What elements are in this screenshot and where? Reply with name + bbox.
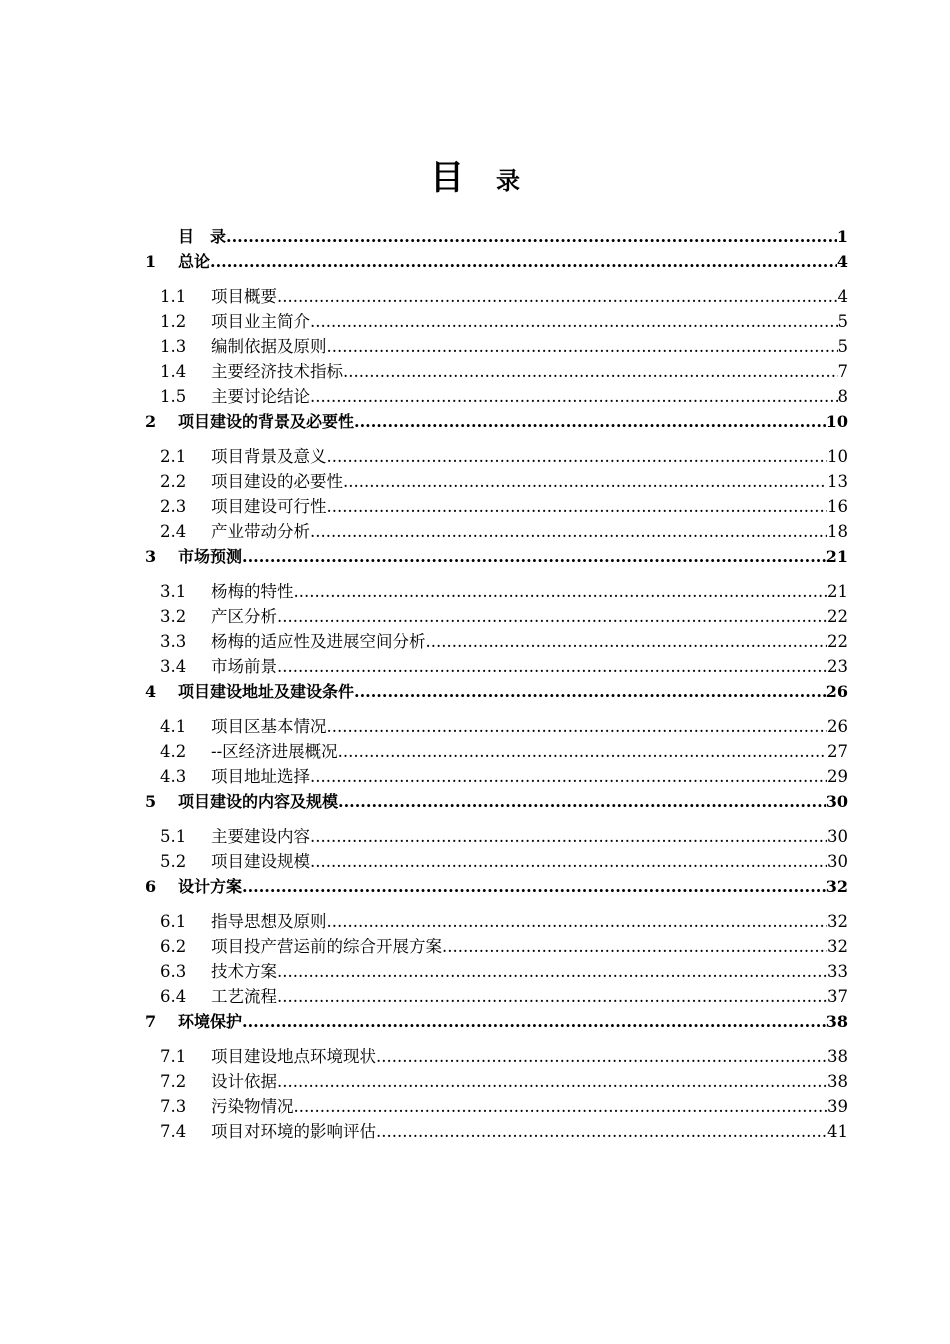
toc-dot-leader [354,409,826,434]
toc-subsection-entry[interactable] [145,469,848,494]
toc-page: 5 [837,337,848,356]
toc-page: 4 [836,252,848,271]
toc-section [145,544,848,679]
toc-subsection-entry[interactable] [145,309,848,334]
toc-label: 项目建设可行性 [211,497,327,516]
toc-page: 29 [827,767,848,786]
toc-dot-leader [343,359,838,384]
toc-dot-leader [426,629,828,654]
toc-dot-leader [310,384,838,409]
toc-page: 26 [827,717,848,736]
toc-page: 33 [827,962,848,981]
toc-num: 6.4 [160,987,187,1006]
toc-num: 1.4 [160,362,187,381]
toc-num: 5.1 [160,827,187,846]
toc-label: 项目业主简介 [211,312,310,331]
toc-section [145,224,848,249]
toc-label: 总论 [178,252,211,271]
toc-label: 主要经济技术指标 [211,362,343,381]
toc-subsection-list [145,1044,848,1144]
toc-subsection-entry[interactable] [145,824,848,849]
toc-page: 30 [827,827,848,846]
toc-page: 18 [827,522,848,541]
toc-page: 23 [827,657,848,676]
toc-label: 项目建设地址及建设条件 [178,682,355,701]
toc-dot-leader [327,714,828,739]
toc-label: 技术方案 [211,962,277,981]
toc-dot-leader [442,934,827,959]
toc-num: 6.2 [160,937,187,956]
toc-num: 4 [145,682,157,701]
toc-dot-leader [242,544,826,569]
toc-page: 13 [827,472,848,491]
toc-page: 16 [827,497,848,516]
toc-page: 1 [836,227,848,246]
toc-dot-leader [277,654,827,679]
toc-dot-leader [277,604,827,629]
toc-subsection-list [145,444,848,544]
toc-num: 2.3 [160,497,187,516]
page-title [0,150,950,199]
toc-label: 指导思想及原则 [211,912,327,931]
toc-dot-leader [343,469,827,494]
toc-page: 4 [837,287,848,306]
toc-dot-leader [310,849,827,874]
toc-subsection-entry[interactable] [145,1069,848,1094]
toc-label: 项目建设地点环境现状 [211,1047,376,1066]
toc-page: 21 [825,547,848,566]
toc-chapter-entry[interactable] [145,544,848,569]
toc-num: 1.2 [160,312,187,331]
toc-label: 项目建设的背景及必要性 [178,412,355,431]
toc-num: 4.2 [160,742,187,761]
toc-dot-leader [310,824,827,849]
toc-subsection-entry[interactable] [145,1119,848,1144]
toc-label: 杨梅的适应性及进展空间分析 [211,632,426,651]
toc-subsection-entry[interactable] [145,764,848,789]
toc-subsection-entry[interactable] [145,334,848,359]
toc-section [145,874,848,1009]
toc-page: 10 [825,412,848,431]
toc-dot-leader [310,519,827,544]
toc-page: 7 [837,362,848,381]
toc-num: 1.5 [160,387,187,406]
toc-page: 32 [825,877,848,896]
toc-section [145,409,848,544]
toc-page: 41 [827,1122,848,1141]
toc-dot-leader [338,739,827,764]
toc-label: 编制依据及原则 [211,337,327,356]
toc-page: 32 [827,912,848,931]
toc-dot-leader [294,1094,828,1119]
toc-label: 项目地址选择 [211,767,310,786]
toc-num: 1 [145,252,157,271]
toc-dot-leader [376,1044,827,1069]
toc-num: 4.3 [160,767,187,786]
toc-dot-leader [310,764,827,789]
toc-subsection-entry[interactable] [145,284,848,309]
toc-subsection-entry[interactable] [145,604,848,629]
toc-page: 5 [837,312,848,331]
toc-subsection-entry[interactable] [145,1094,848,1119]
toc-subsection-entry[interactable] [145,934,848,959]
toc-num: 1.1 [160,287,187,306]
title-main: 目 [430,158,464,198]
toc-section [145,679,848,789]
toc-subsection-entry[interactable] [145,494,848,519]
toc-subsection-entry[interactable] [145,654,848,679]
toc-num: 5.2 [160,852,187,871]
toc-subsection-entry[interactable] [145,984,848,1009]
toc-label: 主要讨论结论 [211,387,310,406]
toc-label: 设计方案 [178,877,243,896]
toc-label: 环境保护 [178,1012,243,1031]
toc-dot-leader [310,309,838,334]
toc-page: 10 [827,447,848,466]
toc-num: 2.2 [160,472,187,491]
toc-page: 8 [837,387,848,406]
toc-dot-leader [277,959,827,984]
toc-num: 7 [145,1012,157,1031]
toc-label: 工艺流程 [211,987,277,1006]
toc-subsection-entry[interactable] [145,1044,848,1069]
toc-num: 3.2 [160,607,187,626]
toc-chapter-entry[interactable] [145,249,848,274]
toc-subsection-list [145,284,848,409]
toc-subsection-entry[interactable] [145,714,848,739]
toc-subsection-list [145,579,848,679]
toc-page: 26 [825,682,848,701]
toc-page: 32 [827,937,848,956]
toc-dot-leader [242,874,826,899]
toc-subsection-entry[interactable] [145,909,848,934]
toc-chapter-entry[interactable] [145,224,848,249]
title-sub: 录 [496,167,520,195]
toc-label: 项目背景及意义 [211,447,327,466]
toc-page: 37 [827,987,848,1006]
toc-label: 市场前景 [211,657,277,676]
toc-subsection-entry[interactable] [145,444,848,469]
toc-dot-leader [354,679,826,704]
toc-num: 7.1 [160,1047,187,1066]
toc-page: 38 [825,1012,848,1031]
toc-subsection-list [145,714,848,789]
toc-page: 22 [827,607,848,626]
toc-label: 项目对环境的影响评估 [211,1122,376,1141]
toc-section [145,789,848,874]
toc-label: 设计依据 [211,1072,277,1091]
toc-num: 3.1 [160,582,187,601]
toc-dot-leader [376,1119,827,1144]
toc-subsection-entry[interactable] [145,579,848,604]
toc-num: 7.4 [160,1122,187,1141]
toc-subsection-list [145,824,848,874]
toc-chapter-entry[interactable] [145,1009,848,1034]
toc-subsection-entry[interactable] [145,384,848,409]
toc-label: 项目建设的必要性 [211,472,343,491]
toc-chapter-entry[interactable] [145,789,848,814]
toc-label: 项目概要 [211,287,277,306]
toc-num: 7.2 [160,1072,187,1091]
toc-dot-leader [226,224,837,249]
toc-page: 21 [827,582,848,601]
toc-num: 5 [145,792,157,811]
toc-page: 22 [827,632,848,651]
toc-dot-leader [277,984,827,1009]
toc-label: 市场预测 [178,547,243,566]
toc-label: 项目建设的内容及规模 [178,792,339,811]
toc-section [145,1009,848,1144]
toc-subsection-entry[interactable] [145,739,848,764]
toc-label: 项目投产营运前的综合开展方案 [211,937,442,956]
toc-num: 3.3 [160,632,187,651]
toc-subsection-list [145,909,848,1009]
toc-dot-leader [327,909,828,934]
table-of-contents [145,224,848,1144]
toc-label: 产区分析 [211,607,277,626]
toc-label: 目 录 [178,227,227,246]
toc-page: 38 [827,1047,848,1066]
toc-label: 杨梅的特性 [211,582,294,601]
toc-dot-leader [327,334,838,359]
toc-num: 2.1 [160,447,187,466]
toc-num: 6.3 [160,962,187,981]
toc-label: 主要建设内容 [211,827,310,846]
toc-label: --区经济进展概况 [211,742,338,761]
toc-num: 3 [145,547,157,566]
toc-subsection-entry[interactable] [145,959,848,984]
toc-num: 7.3 [160,1097,187,1116]
toc-num: 2 [145,412,157,431]
toc-label: 项目区基本情况 [211,717,327,736]
toc-num: 2.4 [160,522,187,541]
toc-chapter-entry[interactable] [145,679,848,704]
toc-dot-leader [338,789,826,814]
toc-page: 30 [825,792,848,811]
toc-num: 3.4 [160,657,187,676]
toc-subsection-entry[interactable] [145,629,848,654]
toc-dot-leader [327,494,828,519]
toc-label: 污染物情况 [211,1097,294,1116]
toc-page: 39 [827,1097,848,1116]
toc-dot-leader [210,249,837,274]
toc-num: 1.3 [160,337,187,356]
toc-subsection-entry[interactable] [145,519,848,544]
toc-subsection-entry[interactable] [145,359,848,384]
toc-num: 6 [145,877,157,896]
toc-subsection-entry[interactable] [145,849,848,874]
toc-dot-leader [242,1009,826,1034]
toc-num: 6.1 [160,912,187,931]
toc-chapter-entry[interactable] [145,409,848,434]
toc-num: 4.1 [160,717,187,736]
toc-page: 27 [827,742,848,761]
toc-page: 30 [827,852,848,871]
toc-dot-leader [327,444,828,469]
toc-label: 项目建设规模 [211,852,310,871]
toc-dot-leader [277,1069,827,1094]
toc-page: 38 [827,1072,848,1091]
toc-dot-leader [294,579,828,604]
toc-section [145,249,848,409]
toc-chapter-entry[interactable] [145,874,848,899]
toc-label: 产业带动分析 [211,522,310,541]
toc-dot-leader [277,284,838,309]
